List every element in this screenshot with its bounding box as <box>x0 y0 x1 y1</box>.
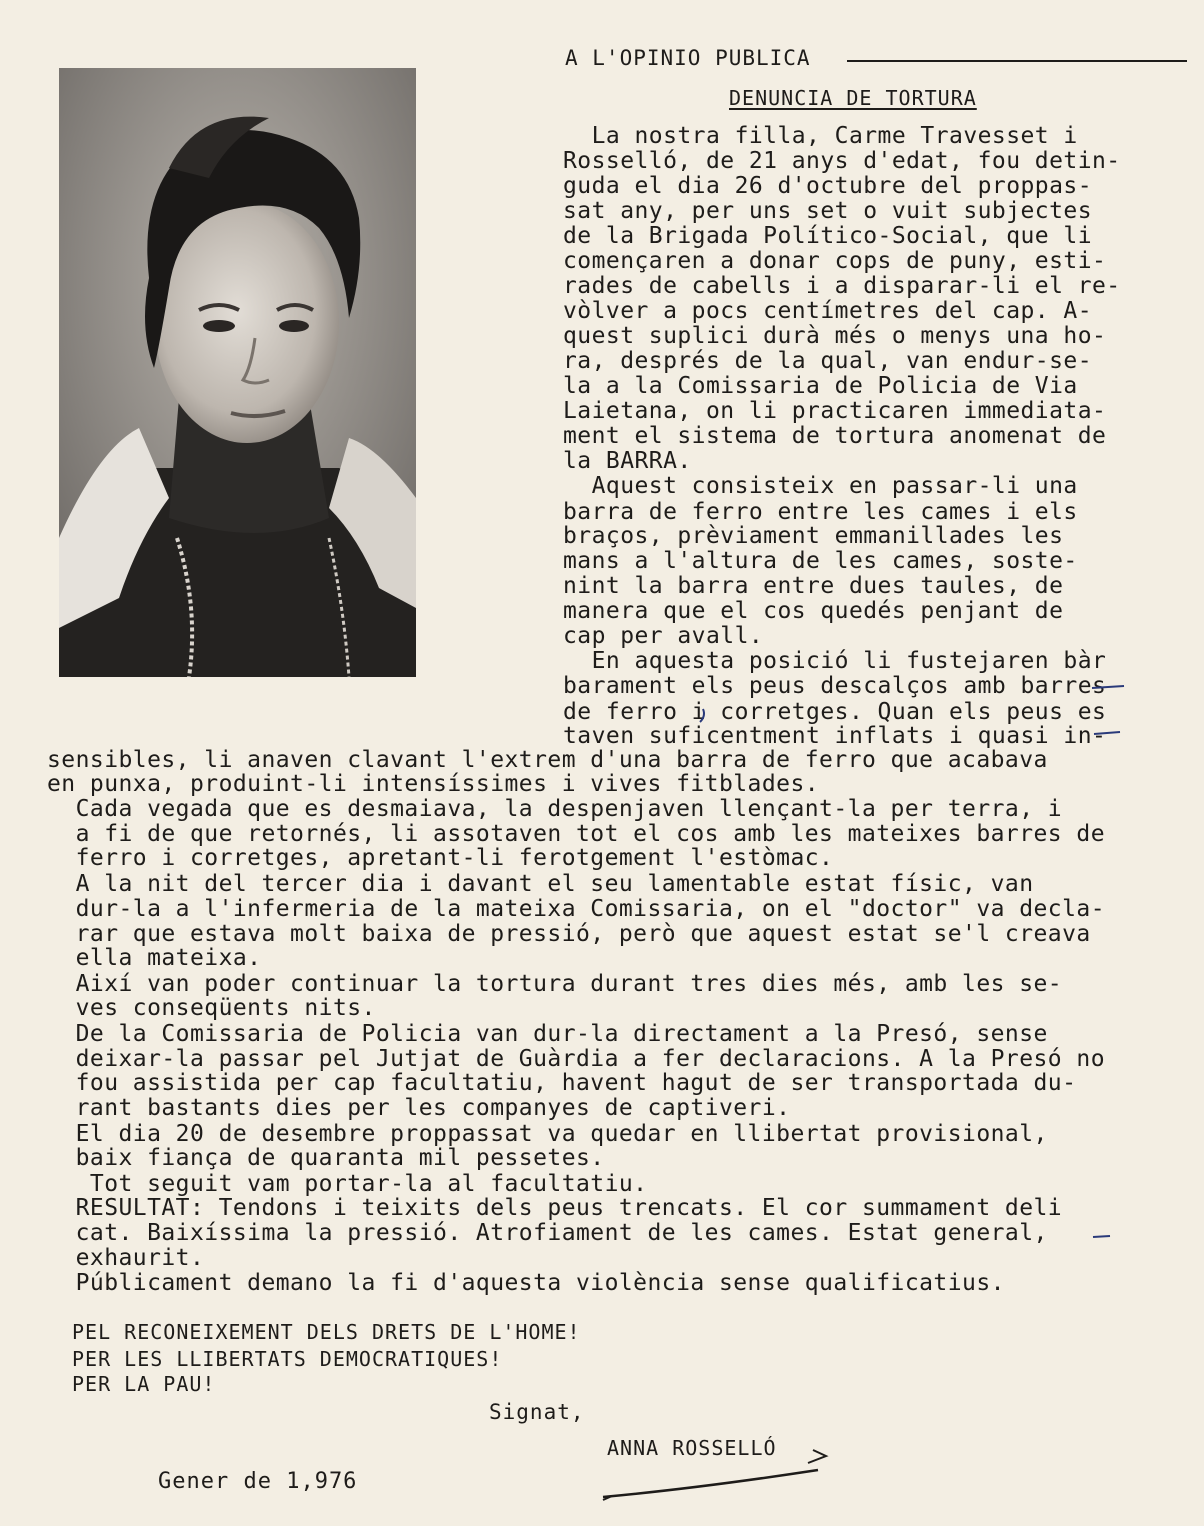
text-line: ella mateixa. <box>47 945 262 971</box>
text-line: guda el dia 26 d'octubre del proppas- <box>563 173 1092 199</box>
text-line: La nostra filla, Carme Travesset i <box>563 123 1078 149</box>
text-line: començaren a donar cops de puny, esti- <box>563 248 1107 274</box>
text-line: A la nit del tercer dia i davant el seu lamentable estat físic, van <box>47 871 1034 897</box>
portrait-photo <box>59 68 416 677</box>
text-line: rades de cabells i a disparar-li el re- <box>563 273 1121 299</box>
signer-name: ANNA ROSSELLÓ <box>607 1436 777 1460</box>
text-line: ferro i corretges, apretant-li ferotgement l'estòmac. <box>47 845 834 871</box>
text-line: baix fiança de quaranta mil pessetes. <box>47 1145 605 1171</box>
text-line: nint la barra entre dues taules, de <box>563 573 1064 599</box>
text-line: De la Comissaria de Policia van dur-la directament a la Presó, sense <box>47 1021 1048 1047</box>
text-line: Públicament demano la fi d'aquesta violència sense qualificatius. <box>47 1270 1005 1296</box>
text-line: ves conseqüents nits. <box>47 995 376 1021</box>
text-line: Cada vegada que es desmaiava, la despenjaven llençant-la per terra, i <box>47 796 1063 822</box>
text-line: barament els peus descalços amb barres <box>563 673 1107 699</box>
text-line: fou assistida per cap facultatiu, havent hagut de ser transportada du- <box>47 1070 1077 1096</box>
text-line: exhaurit. <box>47 1245 205 1271</box>
text-line: cap per avall. <box>563 623 764 649</box>
text-line: quest suplici durà més o menys una ho- <box>563 323 1107 349</box>
slogan-line: PER LES LLIBERTATS DEMOCRATIQUES! <box>72 1347 503 1371</box>
text-line: deixar-la passar pel Jutjat de Guàrdia a fer declaracions. A la Presó no <box>47 1046 1105 1072</box>
text-line: rant bastants dies per les companyes de captiveri. <box>47 1095 791 1121</box>
document-subheading: DENUNCIA DE TORTURA <box>729 86 977 110</box>
text-line: de la Brigada Político-Social, que li <box>563 223 1092 249</box>
text-line: ment el sistema de tortura anomenat de <box>563 423 1107 449</box>
text-line: braços, prèviament emmanillades les <box>563 523 1064 549</box>
signed-label: Signat, <box>489 1400 585 1424</box>
text-line: El dia 20 de desembre proppassat va quedar en llibertat provisional, <box>47 1121 1048 1147</box>
text-line: taven suficentment inflats i quasi in- <box>563 723 1107 749</box>
text-line: de ferro i corretges. Quan els peus es <box>563 699 1107 725</box>
text-line: en punxa, produint-li intensíssimes i vives fitblades. <box>47 771 820 797</box>
slogan-line: PER LA PAU! <box>72 1372 216 1396</box>
text-line: Tot seguit vam portar-la al facultatiu. <box>47 1171 648 1197</box>
text-line: rar que estava molt baixa de pressió, però que aquest estat se'l creava <box>47 921 1091 947</box>
text-line: barra de ferro entre les cames i els <box>563 499 1078 525</box>
document-date: Gener de 1,976 <box>158 1469 358 1494</box>
slogan-line: PEL RECONEIXEMENT DELS DRETS DE L'HOME! <box>72 1320 581 1344</box>
text-line: En aquesta posició li fustejaren bàr <box>563 648 1107 674</box>
text-line: dur-la a l'infermeria de la mateixa Comissaria, on el "doctor" va decla- <box>47 896 1105 922</box>
text-line: la BARRA. <box>563 448 692 474</box>
text-line: RESULTAT: Tendons i teixits dels peus trencats. El cor summament deli <box>47 1195 1063 1221</box>
text-line: ra, després de la qual, van endur-se- <box>563 348 1092 374</box>
text-line: Laietana, on li practicaren immediata- <box>563 398 1107 424</box>
text-line: cat. Baixíssima la pressió. Atrofiament de les cames. Estat general, <box>47 1220 1048 1246</box>
document-heading: A L'OPINIO PUBLICA <box>565 46 811 70</box>
text-line: sat any, per uns set o vuit subjectes <box>563 198 1092 224</box>
text-line: manera que el cos quedés penjant de <box>563 598 1064 624</box>
text-line: Així van poder continuar la tortura durant tres dies més, amb les se- <box>47 971 1063 997</box>
text-line: mans a l'altura de les cames, soste- <box>563 548 1078 574</box>
text-line: vòlver a pocs centímetres del cap. A- <box>563 298 1092 324</box>
text-line: sensibles, li anaven clavant l'extrem d'una barra de ferro que acabava <box>47 747 1048 773</box>
text-line: a fi de que retornés, li assotaven tot el cos amb les mateixes barres de <box>47 821 1105 847</box>
text-line: la a la Comissaria de Policia de Via <box>563 373 1078 399</box>
text-line: Aquest consisteix en passar-li una <box>563 473 1078 499</box>
text-line: Rosselló, de 21 anys d'edat, fou detin- <box>563 148 1121 174</box>
heading-rule <box>847 60 1187 62</box>
